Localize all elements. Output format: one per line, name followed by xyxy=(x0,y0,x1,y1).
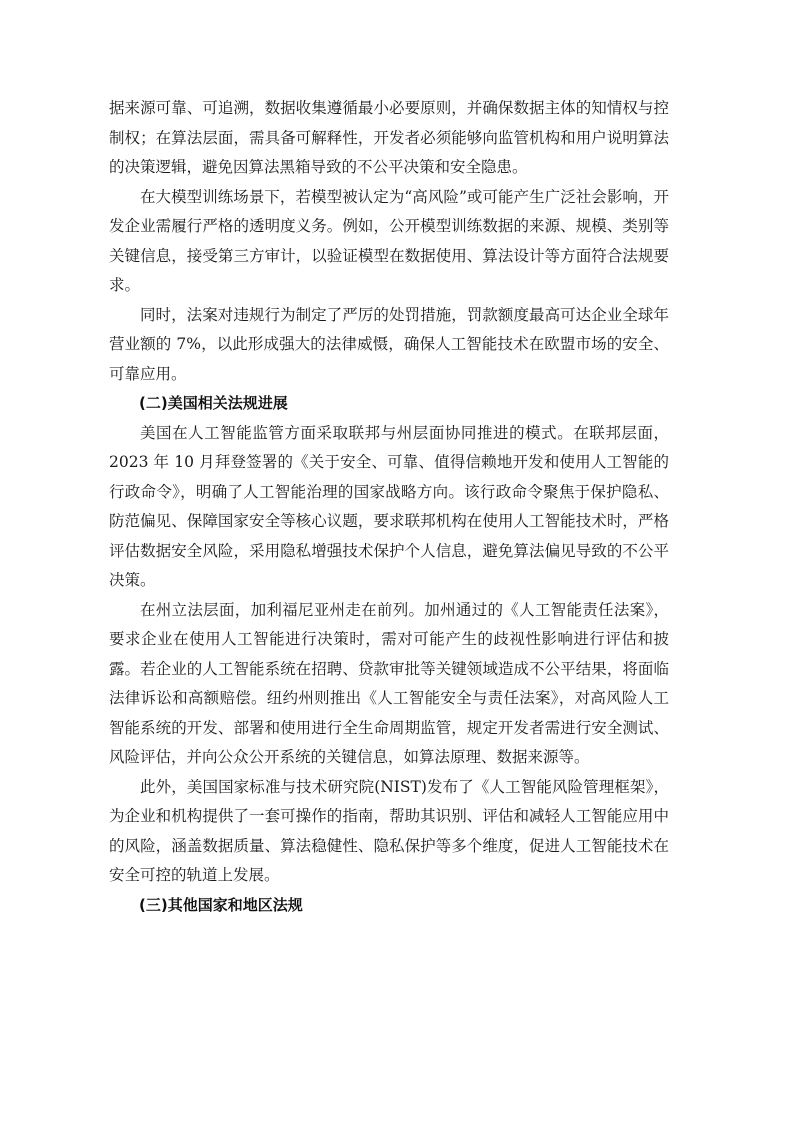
paragraph-penalties: 同时，法案对违规行为制定了严厉的处罚措施，罚款额度最高可达企业全球年营业额的 7%，以此形成强大的法律威慑，确保人工智能技术在欧盟市场的安全、可靠应用。 xyxy=(109,305,669,383)
paragraph-us-federal: 美国在人工智能监管方面采取联邦与州层面协同推进的模式。在联邦层面，2023 年 10 月拜登签署的《关于安全、可靠、值得信赖地开发和使用人工智能的行政命令》，明确了人工智能治理的国家战略方向。该行政命令聚焦于保护隐私、防范偏见、保障国家安全等核心议题，要求联邦机构在使用人工智能技术时，严格评估数据安全风险，采用隐私增强技术保护个人信息，避免算法偏见导致的不公平决策。 xyxy=(109,423,669,589)
section-heading-others: (三)其他国家和地区法规 xyxy=(139,895,303,914)
paragraph-transparency: 在大模型训练场景下，若模型被认定为“高风险”或可能产生广泛社会影响，开发企业需履行严格的透明度义务。例如，公开模型训练数据的来源、规模、类别等关键信息，接受第三方审计，以验证模型在数据使用、算法设计等方面符合法规要求。 xyxy=(109,187,669,294)
document-body xyxy=(109,94,669,920)
section-heading-us: (二)美国相关法规进展 xyxy=(139,394,288,412)
paragraph-nist: 此外，美国国家标准与技术研究院(NIST)发布了《人工智能风险管理框架》，为企业和机构提供了一套可操作的指南，帮助其识别、评估和减轻人工智能应用中的风险，涵盖数据质量、算法稳健性、隐私保护等多个维度，促进人工智能技术在安全可控的轨道上发展。 xyxy=(109,777,669,884)
paragraph-us-state: 在州立法层面，加利福尼亚州走在前列。加州通过的《人工智能责任法案》，要求企业在使用人工智能进行决策时，需对可能产生的歧视性影响进行评估和披露。若企业的人工智能系统在招聘、贷款审批等关键领域造成不公平结果，将面临法律诉讼和高额赔偿。纽约州则推出《人工智能安全与责任法案》，对高风险人工智能系统的开发、部署和使用进行全生命周期监管，规定开发者需进行安全测试、风险评估，并向公众公开系统的关键信息，如算法原理、数据来源等。 xyxy=(109,600,669,766)
paragraph-continuation: 据来源可靠、可追溯，数据收集遵循最小必要原则，并确保数据主体的知情权与控制权；在算法层面，需具备可解释性，开发者必须能够向监管机构和用户说明算法的决策逻辑，避免因算法黑箱导致的不公平决策和安全隐患。 xyxy=(109,99,669,176)
